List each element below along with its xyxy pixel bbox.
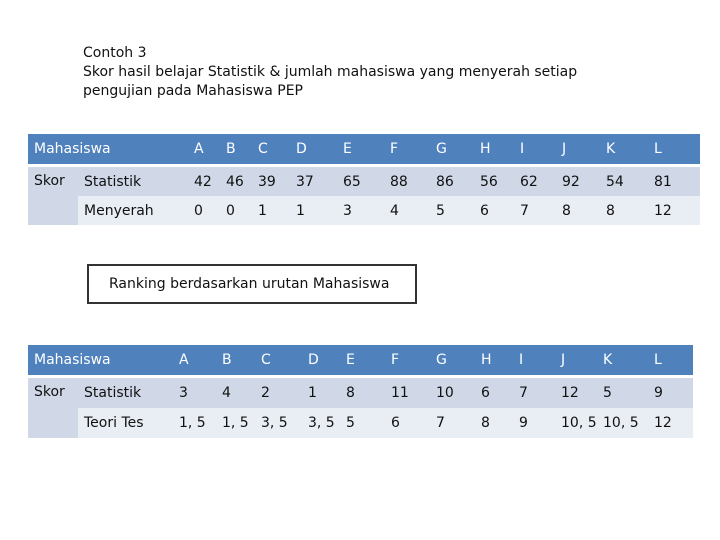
column-header: B bbox=[220, 134, 252, 166]
table-cell: 8 bbox=[340, 377, 385, 409]
column-header: I bbox=[514, 134, 556, 166]
column-header: H bbox=[474, 134, 514, 166]
table-cell: 12 bbox=[648, 196, 700, 225]
table-cell: 12 bbox=[648, 408, 693, 438]
table-cell: 4 bbox=[216, 377, 255, 409]
table-cell: 5 bbox=[597, 377, 648, 409]
column-header: D bbox=[290, 134, 337, 166]
table-cell: 39 bbox=[252, 166, 290, 197]
table-cell: 4 bbox=[384, 196, 430, 225]
column-header: C bbox=[255, 345, 302, 377]
table-cell: 92 bbox=[556, 166, 600, 197]
table-cell: 7 bbox=[513, 377, 555, 409]
intro-text bbox=[83, 44, 643, 101]
column-header: H bbox=[475, 345, 513, 377]
column-header: D bbox=[302, 345, 340, 377]
score-table bbox=[28, 134, 700, 225]
table-row bbox=[28, 408, 693, 438]
table-cell: 2 bbox=[255, 377, 302, 409]
table-cell: 9 bbox=[513, 408, 555, 438]
row-label: Statistik bbox=[78, 377, 173, 409]
column-header: E bbox=[340, 345, 385, 377]
ranking-note: Ranking berdasarkan urutan Mahasiswa bbox=[87, 264, 417, 304]
row-label: Statistik bbox=[78, 166, 188, 197]
table-cell: 10, 5 bbox=[555, 408, 597, 438]
column-header: A bbox=[173, 345, 216, 377]
table-cell: 1, 5 bbox=[173, 408, 216, 438]
column-header: J bbox=[556, 134, 600, 166]
table-cell: 3 bbox=[337, 196, 384, 225]
row-label: Teori Tes bbox=[78, 408, 173, 438]
column-header: I bbox=[513, 345, 555, 377]
column-header: F bbox=[384, 134, 430, 166]
table-cell: 42 bbox=[188, 166, 220, 197]
header-label: Mahasiswa bbox=[28, 134, 188, 166]
table-cell: 6 bbox=[385, 408, 430, 438]
table-cell: 1 bbox=[290, 196, 337, 225]
table-cell: 8 bbox=[600, 196, 648, 225]
column-header: B bbox=[216, 345, 255, 377]
table-cell: 1 bbox=[252, 196, 290, 225]
intro-line-3: pengujian pada Mahasiswa PEP bbox=[83, 83, 303, 99]
column-header: K bbox=[600, 134, 648, 166]
table-cell: 10 bbox=[430, 377, 475, 409]
group-label: Skor bbox=[28, 166, 78, 226]
table-cell: 11 bbox=[385, 377, 430, 409]
table-header-row bbox=[28, 345, 693, 377]
table-cell: 1, 5 bbox=[216, 408, 255, 438]
table-cell: 88 bbox=[384, 166, 430, 197]
table-row bbox=[28, 377, 693, 409]
table-cell: 86 bbox=[430, 166, 474, 197]
table-cell: 1 bbox=[302, 377, 340, 409]
table-cell: 46 bbox=[220, 166, 252, 197]
intro-line-1: Contoh 3 bbox=[83, 45, 147, 61]
table-cell: 65 bbox=[337, 166, 384, 197]
table-cell: 0 bbox=[188, 196, 220, 225]
group-label: Skor bbox=[28, 377, 78, 439]
column-header: E bbox=[337, 134, 384, 166]
table-cell: 5 bbox=[340, 408, 385, 438]
table-cell: 81 bbox=[648, 166, 700, 197]
table-row bbox=[28, 166, 700, 197]
table-cell: 56 bbox=[474, 166, 514, 197]
table-cell: 3, 5 bbox=[302, 408, 340, 438]
ranking-table bbox=[28, 345, 693, 438]
intro-line-2: Skor hasil belajar Statistik & jumlah mahasiswa yang menyerah setiap bbox=[83, 64, 578, 80]
column-header: K bbox=[597, 345, 648, 377]
column-header: L bbox=[648, 134, 700, 166]
table-cell: 6 bbox=[474, 196, 514, 225]
table-cell: 8 bbox=[475, 408, 513, 438]
table-cell: 5 bbox=[430, 196, 474, 225]
table-cell: 12 bbox=[555, 377, 597, 409]
table-cell: 7 bbox=[430, 408, 475, 438]
row-label: Menyerah bbox=[78, 196, 188, 225]
table-cell: 7 bbox=[514, 196, 556, 225]
column-header: L bbox=[648, 345, 693, 377]
table-cell: 9 bbox=[648, 377, 693, 409]
table-cell: 8 bbox=[556, 196, 600, 225]
table-cell: 6 bbox=[475, 377, 513, 409]
table-cell: 3, 5 bbox=[255, 408, 302, 438]
header-label: Mahasiswa bbox=[28, 345, 173, 377]
column-header: G bbox=[430, 134, 474, 166]
table-header-row bbox=[28, 134, 700, 166]
table-cell: 54 bbox=[600, 166, 648, 197]
table-cell: 10, 5 bbox=[597, 408, 648, 438]
table-cell: 3 bbox=[173, 377, 216, 409]
column-header: A bbox=[188, 134, 220, 166]
column-header: G bbox=[430, 345, 475, 377]
table-row bbox=[28, 196, 700, 225]
table-cell: 62 bbox=[514, 166, 556, 197]
table-cell: 37 bbox=[290, 166, 337, 197]
column-header: J bbox=[555, 345, 597, 377]
column-header: F bbox=[385, 345, 430, 377]
table-cell: 0 bbox=[220, 196, 252, 225]
column-header: C bbox=[252, 134, 290, 166]
